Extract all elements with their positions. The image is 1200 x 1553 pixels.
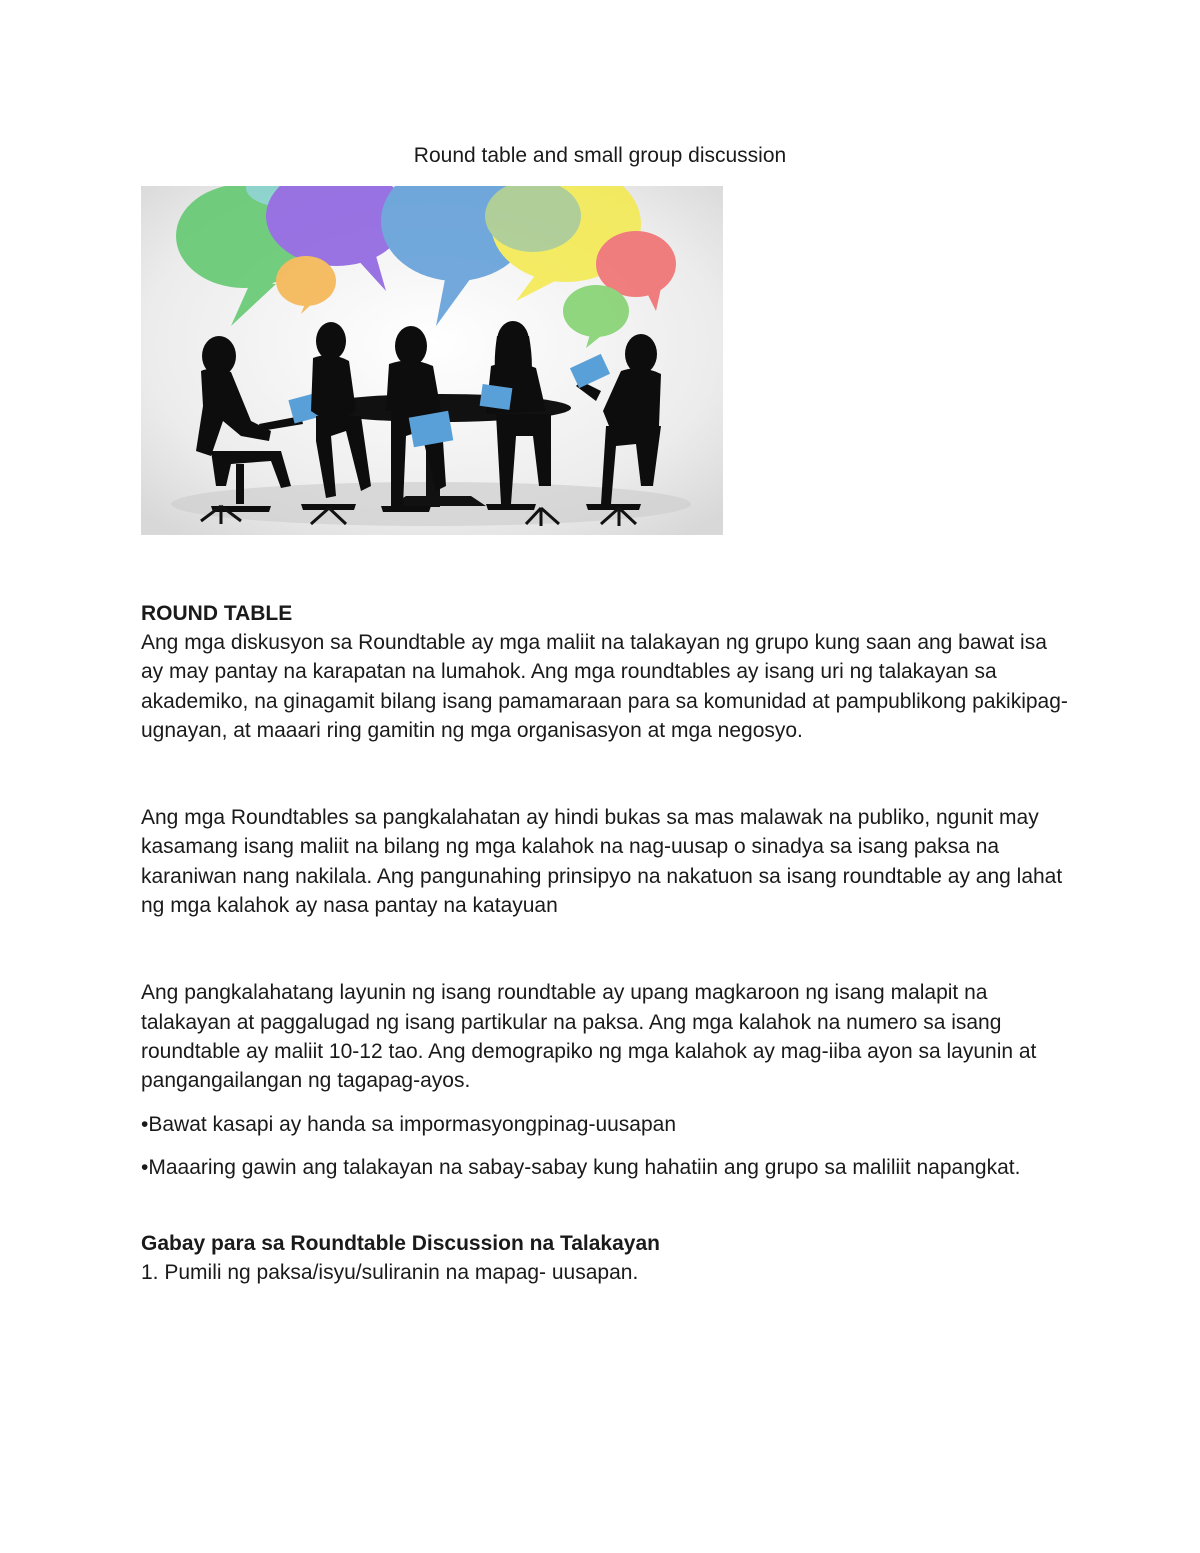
paragraph-spacer: [141, 1139, 1071, 1153]
section-heading-round-table: ROUND TABLE: [141, 602, 293, 625]
paragraph: Ang pangkalahatang layunin ng isang roundtable ay upang magkaroon ng isang malapit na talakayan at paggalugad ng isang partikular na paksa. Ang mga kalahok na numero sa isang roundtable ay maliit 10-12 tao. Ang demograpiko ng mga kalahok ay mag-iiba ayon sa layunin at pangangailangan ng tagapag-ayos.: [141, 981, 1037, 1093]
numbered-item: 1. Pumili ng paksa/isyu/suliranin na mapag- uusapan.: [141, 1261, 639, 1285]
paragraph: Ang mga diskusyon sa Roundtable ay mga maliit na talakayan ng grupo kung saan ang bawat isa ay may pantay na karapatan na lumahok. Ang mga roundtables ay isang uri ng talakayan sa akademiko, na ginagamit bilang isang pamamaraan para sa komunidad at pampublikong pakikipag-ugnayan, at maaari ring gamitin ng mga organisasyon at mga negosyo.: [141, 631, 1068, 742]
paragraph-spacer: [141, 745, 1071, 803]
section-spacer: [141, 1182, 1071, 1230]
document-body: [141, 600, 1071, 1287]
discussion-illustration-svg: [141, 186, 723, 535]
paragraph-spacer: [141, 1096, 1071, 1110]
laptop-icon: [480, 384, 513, 410]
discussion-illustration: [141, 186, 723, 535]
section-heading-gabay: Gabay para sa Roundtable Discussion na Talakayan: [141, 1232, 660, 1256]
bullet-item: •Bawat kasapi ay handa sa impormasyongpinag-uusapan: [141, 1112, 677, 1136]
document-title: Round table and small group discussion: [413, 144, 787, 167]
paragraph: Ang mga Roundtables sa pangkalahatan ay hindi bukas sa mas malawak na publiko, ngunit may kasamang isang maliit na bilang ng mga kalahok na nag-uusap o sinadya sa isang paksa na karaniwan nang nakilala. Ang pangunahing prinsipyo na nakatuon sa isang roundtable ay ang lahat ng mga kalahok ay nasa pantay na katayuan: [141, 806, 1063, 918]
bullet-item: •Maaaring gawin ang talakayan na sabay-sabay kung hahatiin ang grupo sa maliliit napangkat.: [141, 1155, 1021, 1179]
paragraph-spacer: [141, 920, 1071, 978]
